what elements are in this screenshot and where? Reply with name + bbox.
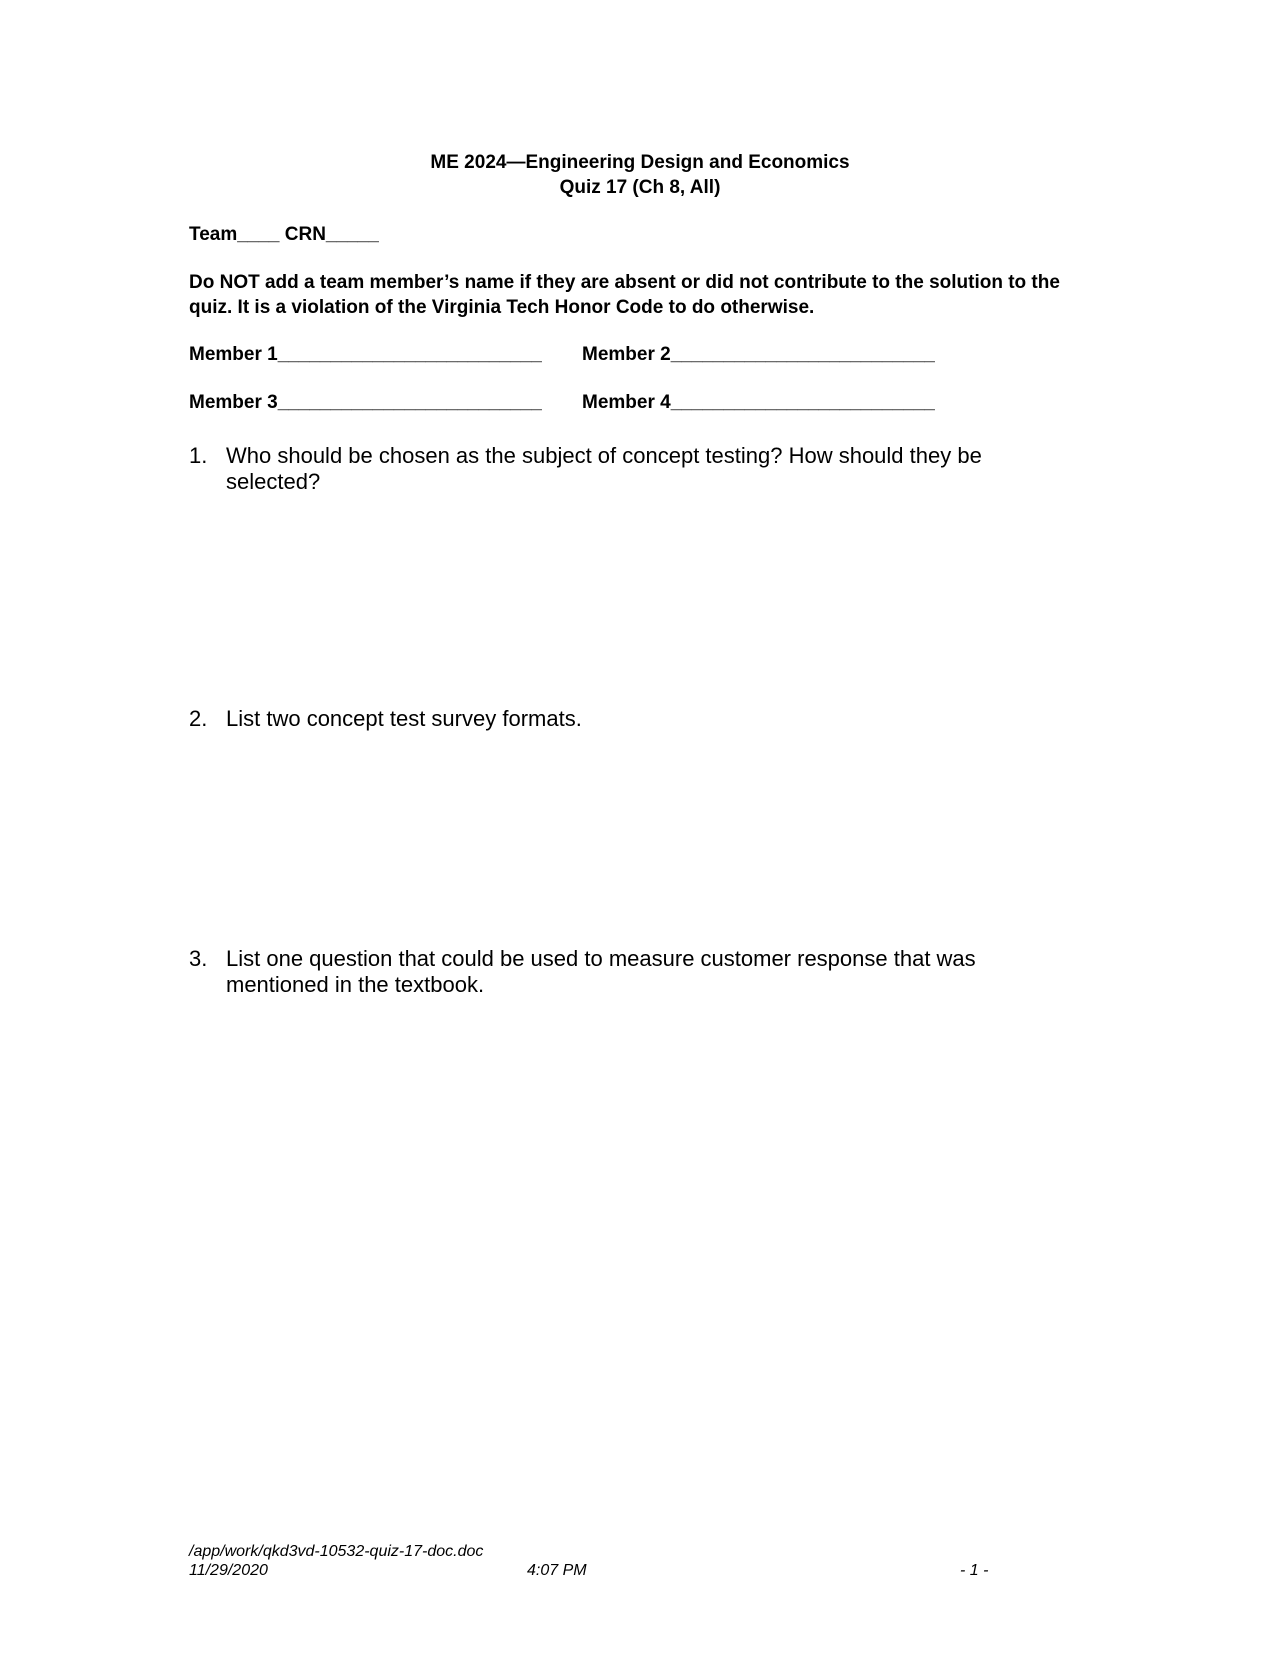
member-4-field: Member 4_________________________ xyxy=(582,392,935,413)
question-3-text: List one question that could be used to measure customer response that was mentioned in the textbook. xyxy=(226,946,976,997)
question-1 xyxy=(189,443,1049,495)
member-1-field: Member 1_________________________ xyxy=(189,344,542,365)
honor-code-notice: Do NOT add a team member’s name if they are absent or did not contribute to the solution to the quiz. It is a violation of the Virginia Tech Honor Code to do otherwise. xyxy=(189,272,1060,318)
footer-time: 4:07 PM xyxy=(527,1562,587,1579)
question-3 xyxy=(189,946,1049,998)
footer-page-number: - 1 - xyxy=(960,1562,989,1579)
document-header xyxy=(0,150,1280,200)
member-row-1 xyxy=(189,342,935,367)
team-crn-line: Team____ CRN_____ xyxy=(189,224,379,245)
member-2-field: Member 2_________________________ xyxy=(582,344,935,365)
question-1-number: 1. xyxy=(189,443,208,468)
member-row-2 xyxy=(189,390,935,415)
footer-file-path: /app/work/qkd3vd-10532-quiz-17-doc.doc xyxy=(189,1543,484,1560)
quiz-title: Quiz 17 (Ch 8, All) xyxy=(559,177,721,198)
member-3-field: Member 3_________________________ xyxy=(189,392,542,413)
question-2-number: 2. xyxy=(189,706,208,731)
question-2 xyxy=(189,706,1049,732)
footer-date: 11/29/2020 xyxy=(189,1562,268,1579)
course-title: ME 2024—Engineering Design and Economics xyxy=(430,152,850,173)
question-2-text: List two concept test survey formats. xyxy=(226,706,582,731)
question-3-number: 3. xyxy=(189,946,208,971)
question-1-text: Who should be chosen as the subject of concept testing? How should they be selected? xyxy=(226,443,982,494)
